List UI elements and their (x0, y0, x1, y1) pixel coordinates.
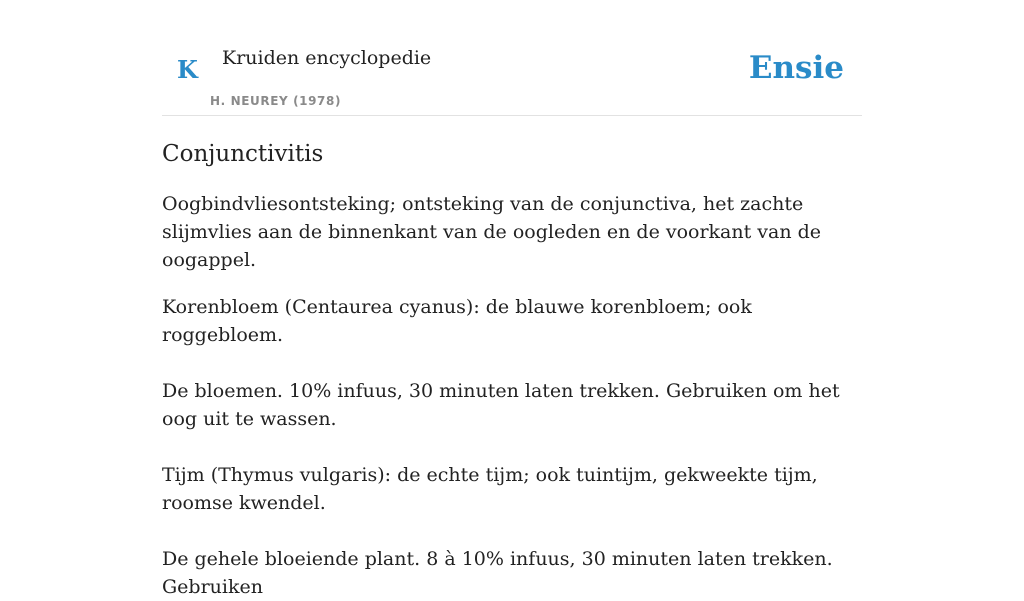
ensie-logo-link[interactable]: Ensie (748, 50, 844, 86)
remedy-list (162, 293, 862, 601)
entry-content (162, 138, 862, 601)
remedy-line: De bloemen. 10% infuus, 30 minuten laten trekken. Gebruiken om het oog uit te wassen. (162, 380, 840, 430)
entry-title: Conjunctivitis (162, 141, 324, 167)
book-logo-link[interactable]: K (177, 55, 198, 84)
book-title[interactable]: Kruiden encyclopedie (222, 47, 432, 69)
entry-header (162, 0, 862, 116)
remedy-line: Tijm (Thymus vulgaris): de echte tijm; ook tuintijm, gekweekte tijm, roomse kwendel. (162, 464, 818, 514)
remedy-line: Korenbloem (Centaurea cyanus): de blauwe korenbloem; ook roggebloem. (162, 296, 752, 346)
book-author: H. NEUREY (1978) (210, 94, 342, 108)
remedy-line: De gehele bloeiende plant. 8 à 10% infuus, 30 minuten laten trekken. Gebruiken (162, 548, 833, 598)
entry-definition: Oogbindvliesontsteking; ontsteking van de conjunctiva, het zachte slijmvlies aan de binnenkant van de oogleden en de voorkant van de oogappel. (162, 193, 822, 271)
